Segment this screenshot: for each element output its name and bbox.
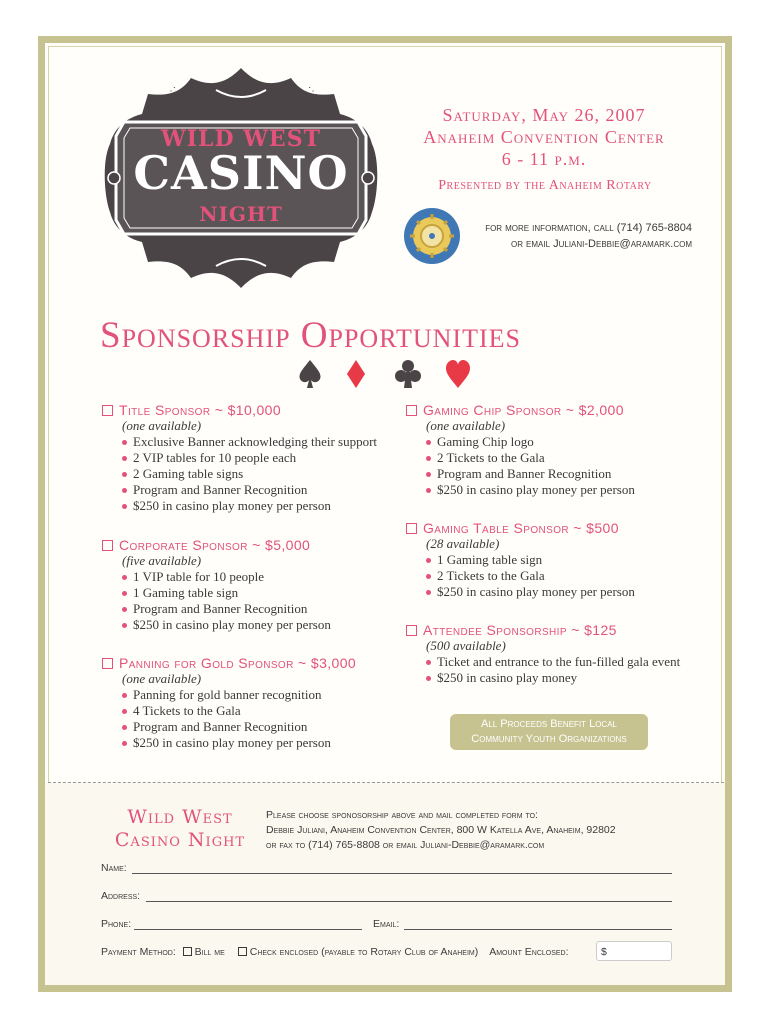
proceeds-line2: Community Youth Organizations [471, 733, 627, 745]
info-phone: for more information, call (714) 765-8804 [485, 222, 692, 234]
card-suits [298, 358, 478, 390]
logo-wild-west: WILD WEST [161, 126, 321, 152]
address-label: Address: [101, 890, 141, 902]
proceeds-line1: All Proceeds Benefit Local [481, 718, 617, 730]
name-label: Name: [101, 862, 127, 874]
logo-night: NIGHT [199, 202, 283, 226]
instruction-line: or fax to (714) 765-8808 or email Juliani-Debbie@aramark.com [266, 839, 545, 851]
gaming-table-sponsor [406, 520, 635, 600]
presented-by: Presented by the Anaheim Rotary [438, 178, 652, 193]
page-title: Sponsorship Opportunities [100, 315, 521, 356]
form-title-line2: Casino Night [114, 829, 246, 851]
list-item: 2 VIP tables for 10 people each [122, 450, 377, 466]
attendee-sponsor [406, 622, 680, 686]
corporate-sponsor [102, 537, 331, 633]
phone-label: Phone: [101, 918, 132, 930]
gold-sponsor-checkbox[interactable] [102, 658, 113, 669]
gaming-table-sponsor-availability: (28 available) [426, 536, 500, 551]
diamond-icon [347, 360, 365, 388]
gaming-chip-sponsor [406, 402, 635, 498]
list-item: 1 Gaming table sign [122, 585, 331, 601]
form-title [100, 806, 260, 852]
email-field[interactable] [404, 929, 672, 930]
instruction-line: Debbie Juliani, Anaheim Convention Center, 800 W Katella Ave, Anaheim, 92802 [266, 824, 616, 836]
list-item: 2 Tickets to the Gala [426, 450, 635, 466]
list-item: 2 Gaming table signs [122, 466, 377, 482]
corporate-sponsor-name: Corporate Sponsor ~ $5,000 [119, 537, 311, 553]
bill-me-label: Bill me [194, 946, 225, 958]
name-field[interactable] [132, 873, 672, 874]
list-item: 4 Tickets to the Gala [122, 703, 356, 719]
list-item: Program and Banner Recognition [426, 466, 635, 482]
phone-field[interactable] [134, 929, 362, 930]
gaming-table-sponsor-name: Gaming Table Sponsor ~ $500 [423, 520, 619, 536]
payment-method-row [101, 946, 569, 958]
form-title-line1: Wild West [127, 806, 233, 828]
amount-enclosed-input[interactable]: $ [596, 941, 672, 961]
svg-text:⋰: ⋰ [166, 86, 176, 97]
corporate-sponsor-availability: (five available) [122, 553, 202, 568]
list-item: Program and Banner Recognition [122, 482, 377, 498]
form-instructions [266, 808, 686, 853]
email-label: Email: [373, 918, 400, 930]
title-sponsor [102, 402, 377, 514]
list-item: Program and Banner Recognition [122, 719, 356, 735]
corporate-sponsor-checkbox[interactable] [102, 540, 113, 551]
attendee-sponsor-checkbox[interactable] [406, 625, 417, 636]
list-item: $250 in casino play money per person [426, 584, 635, 600]
attendee-sponsor-availability: (500 available) [426, 638, 506, 653]
proceeds-badge [450, 714, 648, 750]
instruction-line: Please choose sponosorship above and mail completed form to: [266, 809, 538, 821]
more-info [460, 220, 692, 252]
gaming-table-sponsor-checkbox[interactable] [406, 523, 417, 534]
info-email: or email Juliani-Debbie@aramark.com [510, 238, 692, 250]
title-sponsor-availability: (one available) [122, 418, 202, 433]
list-item: Panning for gold banner recognition [122, 687, 356, 703]
event-date: Saturday, May 26, 2007 [442, 105, 646, 125]
list-item: $250 in casino play money per person [122, 498, 377, 514]
gaming-chip-sponsor-name: Gaming Chip Sponsor ~ $2,000 [423, 402, 624, 418]
title-sponsor-checkbox[interactable] [102, 405, 113, 416]
attendee-sponsor-name: Attendee Sponsorship ~ $125 [423, 622, 617, 638]
list-item: Program and Banner Recognition [122, 601, 331, 617]
gold-sponsor-name: Panning for Gold Sponsor ~ $3,000 [119, 655, 357, 671]
list-item: Gaming Chip logo [426, 434, 635, 450]
list-item: Exclusive Banner acknowledging their support [122, 434, 377, 450]
payment-method-label: Payment Method: [101, 946, 176, 958]
amount-enclosed-label: Amount Enclosed: [489, 946, 569, 958]
list-item: $250 in casino play money per person [426, 482, 635, 498]
spade-icon [299, 360, 320, 388]
gold-sponsor [102, 655, 356, 751]
bill-me-checkbox[interactable] [183, 947, 192, 956]
logo-casino: CASINO [133, 146, 349, 200]
casino-night-logo [96, 64, 386, 292]
title-sponsor-name: Title Sponsor ~ $10,000 [119, 402, 281, 418]
check-enclosed-checkbox[interactable] [238, 947, 247, 956]
list-item: $250 in casino play money per person [122, 617, 331, 633]
cut-line [48, 782, 724, 783]
event-time: 6 - 11 p.m. [501, 149, 587, 169]
list-item: $250 in casino play money per person [122, 735, 356, 751]
event-venue: Anaheim Convention Center [423, 127, 665, 147]
list-item: 1 VIP table for 10 people [122, 569, 331, 585]
club-icon [395, 360, 421, 388]
rotary-logo-icon [402, 206, 462, 266]
list-item: 2 Tickets to the Gala [426, 568, 635, 584]
check-enclosed-label: Check enclosed (payable to Rotary Club of Anaheim) [249, 946, 479, 958]
gold-sponsor-availability: (one available) [122, 671, 202, 686]
gaming-chip-sponsor-checkbox[interactable] [406, 405, 417, 416]
heart-icon [446, 360, 470, 388]
gaming-chip-sponsor-availability: (one available) [426, 418, 506, 433]
svg-text:⋱: ⋱ [308, 86, 318, 97]
list-item: $250 in casino play money [426, 670, 680, 686]
list-item: Ticket and entrance to the fun-filled gala event [426, 654, 680, 670]
list-item: 1 Gaming table sign [426, 552, 635, 568]
event-info [396, 104, 692, 170]
address-field[interactable] [146, 901, 672, 902]
